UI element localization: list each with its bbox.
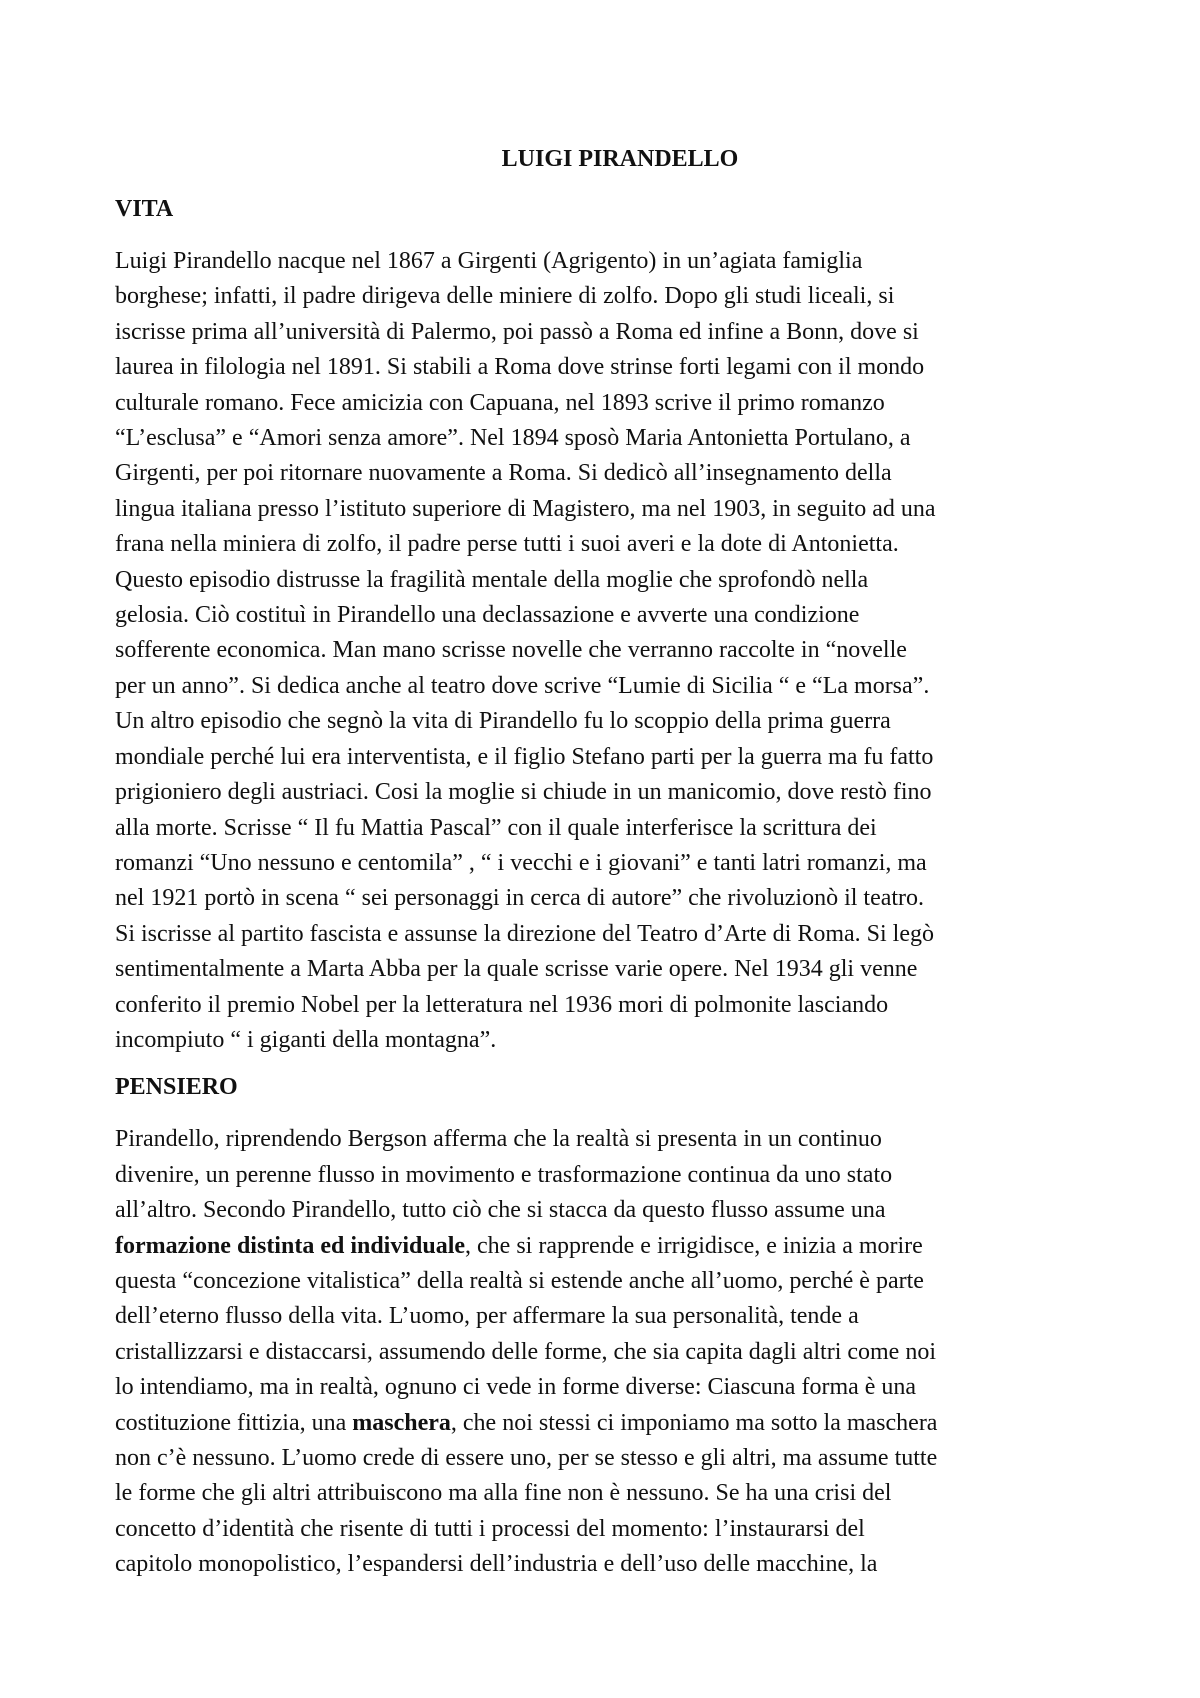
text-line [115, 775, 1115, 810]
text-line [115, 1122, 1115, 1157]
text-line [115, 1335, 1115, 1370]
text-segment: lo intendiamo, ma in realtà, ognuno ci vede in forme diverse: Ciascuna forma è una [115, 1374, 917, 1401]
text-segment: iscrisse prima all’università di Palermo, poi passò a Roma ed infine a Bonn, dove si [115, 318, 919, 345]
text-segment: per un anno”. Si dedica anche al teatro dove scrive “Lumie di Sicilia “ e “La morsa”. [115, 672, 930, 699]
text-segment: dell’eterno flusso della vita. L’uomo, per affermare la sua personalità, tende a [115, 1303, 859, 1330]
text-line [115, 1547, 1115, 1582]
text-line [115, 952, 1115, 987]
section-pensiero [115, 1070, 1115, 1582]
text-segment: incompiuto “ i giganti della montagna”. [115, 1026, 497, 1053]
text-line [115, 1193, 1115, 1228]
text-line [115, 421, 1115, 456]
text-line [115, 244, 1115, 279]
text-segment: mondiale perché lui era interventista, e il figlio Stefano parti per la guerra ma fu fatto [115, 743, 934, 770]
text-line [115, 740, 1115, 775]
text-line [115, 846, 1115, 881]
text-line [115, 1229, 1115, 1264]
text-segment: alla morte. Scrisse “ Il fu Mattia Pascal” con il quale interferisce la scrittura dei [115, 814, 877, 841]
section-vita [115, 192, 1115, 1058]
text-segment: sofferente economica. Man mano scrisse novelle che verranno raccolte in “novelle [115, 637, 907, 664]
text-line [115, 563, 1115, 598]
text-segment: sentimentalmente a Marta Abba per la quale scrisse varie opere. Nel 1934 gli venne [115, 956, 918, 983]
text-segment: “L’esclusa” e “Amori senza amore”. Nel 1894 sposò Maria Antonietta Portulano, a [115, 425, 911, 452]
text-line [115, 456, 1115, 491]
text-segment: gelosia. Ciò costituì in Pirandello una declassazione e avverte una condizione [115, 602, 860, 629]
text-line [115, 1158, 1115, 1193]
text-line [115, 704, 1115, 739]
text-line [115, 1023, 1115, 1058]
text-segment: Pirandello, riprendendo Bergson afferma che la realtà si presenta in un continuo [115, 1126, 882, 1153]
text-line [115, 492, 1115, 527]
text-segment: frana nella miniera di zolfo, il padre perse tutti i suoi averi e la dote di Antonietta. [115, 531, 899, 558]
text-line [115, 988, 1115, 1023]
text-segment: cristallizzarsi e distaccarsi, assumendo delle forme, che sia capita dagli altri come noi [115, 1338, 937, 1365]
text-segment: laurea in filologia nel 1891. Si stabili a Roma dove strinse forti legami con il mondo [115, 354, 925, 381]
text-segment: nel 1921 portò in scena “ sei personaggi in cerca di autore” che rivoluzionò il teatro. [115, 885, 925, 912]
text-segment: borghese; infatti, il padre dirigeva delle miniere di zolfo. Dopo gli studi liceali, si [115, 283, 895, 310]
text-segment: lingua italiana presso l’istituto superiore di Magistero, ma nel 1903, in seguito ad una [115, 495, 936, 522]
text-line [115, 669, 1115, 704]
text-line [115, 598, 1115, 633]
text-line [115, 633, 1115, 668]
text-line [115, 386, 1115, 421]
text-line [115, 1299, 1115, 1334]
text-segment: capitolo monopolistico, l’espandersi dell’industria e dell’uso delle macchine, la [115, 1551, 878, 1578]
section-heading: PENSIERO [115, 1074, 238, 1101]
text-segment: Si iscrisse al partito fascista e assunse la direzione del Teatro d’Arte di Roma. Si legò [115, 920, 934, 947]
text-line [115, 315, 1115, 350]
text-line [115, 279, 1115, 314]
bold-text-segment: formazione distinta ed individuale [115, 1232, 466, 1259]
text-line [115, 350, 1115, 385]
text-line [115, 881, 1115, 916]
section-paragraph [115, 1122, 1115, 1582]
text-segment: romanzi “Uno nessuno e centomila” , “ i vecchi e i giovani” e tanti latri romanzi, ma [115, 849, 927, 876]
text-segment: Girgenti, per poi ritornare nuovamente a Roma. Si dedicò all’insegnamento della [115, 460, 892, 487]
text-segment: le forme che gli altri attribuiscono ma alla fine non è nessuno. Se ha una crisi del [115, 1480, 892, 1507]
document-body [115, 142, 1115, 1595]
text-line [115, 1264, 1115, 1299]
text-line [115, 811, 1115, 846]
text-segment: culturale romano. Fece amicizia con Capuana, nel 1893 scrive il primo romanzo [115, 389, 885, 416]
text-line [115, 1512, 1115, 1547]
section-heading: VITA [115, 196, 174, 222]
text-segment: Luigi Pirandello nacque nel 1867 a Girgenti (Agrigento) in un’agiata famiglia [115, 248, 863, 274]
text-line [115, 1476, 1115, 1511]
text-segment: prigioniero degli austriaci. Cosi la moglie si chiude in un manicomio, dove restò fino [115, 779, 932, 806]
text-segment: Un altro episodio che segnò la vita di Pirandello fu lo scoppio della prima guerra [115, 708, 891, 735]
text-line [115, 527, 1115, 562]
text-line [115, 1441, 1115, 1476]
text-segment: conferito il premio Nobel per la letteratura nel 1936 mori di polmonite lasciando [115, 991, 889, 1018]
text-segment: questa “concezione vitalistica” della realtà si estende anche all’uomo, perché è parte [115, 1267, 924, 1294]
document-title: LUIGI PIRANDELLO [501, 146, 739, 172]
text-segment: , che si rapprende e irrigidisce, e inizia a morire [465, 1232, 923, 1259]
text-segment: , che noi stessi ci imponiamo ma sotto la maschera [450, 1409, 938, 1436]
section-paragraph [115, 244, 1115, 1058]
text-segment: all’altro. Secondo Pirandello, tutto ciò che si stacca da questo flusso assume una [115, 1197, 886, 1224]
text-segment: Questo episodio distrusse la fragilità mentale della moglie che sprofondò nella [115, 566, 869, 593]
text-line [115, 1406, 1115, 1441]
bold-text-segment: maschera [352, 1409, 451, 1436]
text-line [115, 917, 1115, 952]
text-line [115, 1370, 1115, 1405]
text-segment: divenire, un perenne flusso in movimento e trasformazione continua da uno stato [115, 1161, 893, 1188]
text-segment: non c’è nessuno. L’uomo crede di essere uno, per se stesso e gli altri, ma assume tutte [115, 1445, 938, 1471]
text-segment: concetto d’identità che risente di tutti i processi del momento: l’instaurarsi del [115, 1515, 865, 1542]
text-segment: costituzione fittizia, una [115, 1409, 353, 1436]
